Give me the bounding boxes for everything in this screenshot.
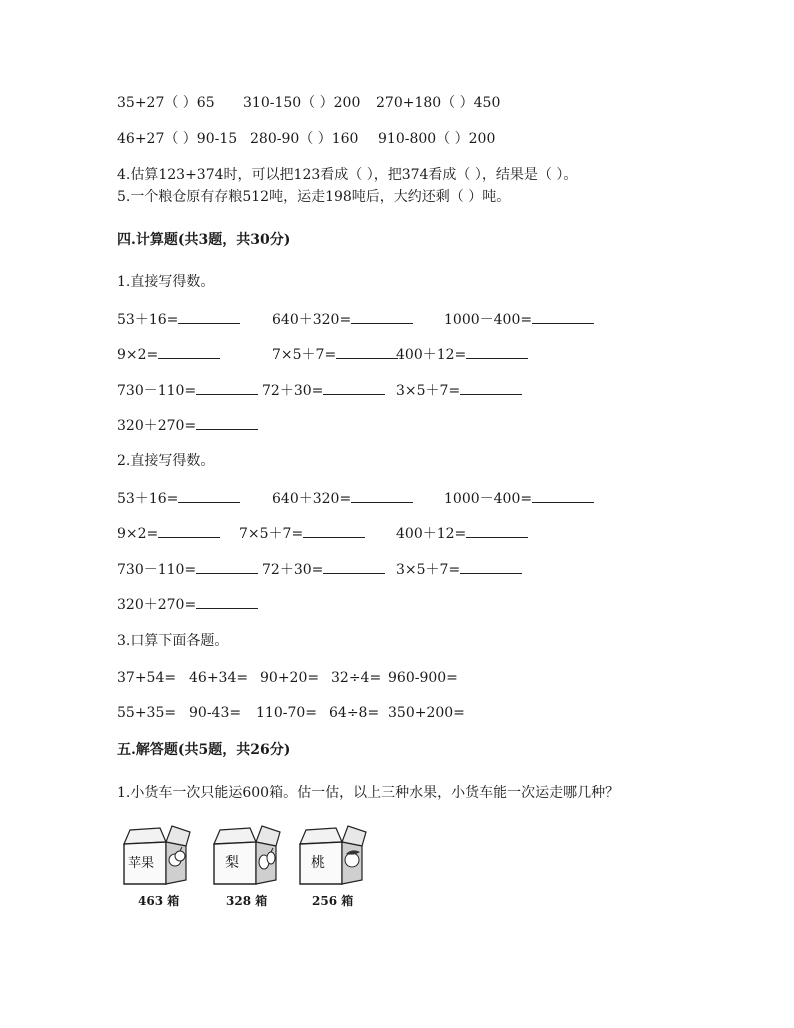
- box-label: 桃: [311, 855, 325, 871]
- answer-blank[interactable]: [532, 490, 594, 503]
- answer-blank[interactable]: [196, 417, 258, 430]
- box-label: 梨: [225, 855, 239, 871]
- box-label: 苹果: [128, 856, 155, 871]
- arith-item: [272, 346, 398, 364]
- fruit-box-apple: [120, 822, 194, 908]
- arith-expr: 1000－400=: [444, 491, 533, 507]
- oral-item: 55+35=: [117, 705, 177, 721]
- oral-item: 90-43=: [189, 705, 242, 721]
- arith-item: [396, 346, 528, 364]
- arith-expr: 9×2=: [117, 347, 159, 363]
- arith-item: [262, 382, 385, 400]
- question-title: 2.直接写得数。: [117, 453, 215, 469]
- oral-item: 37+54=: [117, 670, 177, 686]
- question-title: 1.直接写得数。: [117, 274, 215, 290]
- answer-blank[interactable]: [466, 525, 528, 538]
- arith-expr: 400＋12=: [396, 347, 467, 363]
- arith-expr: 53＋16=: [117, 312, 179, 328]
- arith-item: [117, 561, 258, 579]
- oral-item: 350+200=: [388, 705, 465, 721]
- peach-icon: [345, 850, 360, 867]
- answer-blank[interactable]: [196, 382, 258, 395]
- answer-blank[interactable]: [460, 561, 522, 574]
- answer-blank[interactable]: [323, 561, 385, 574]
- arith-expr: 1000－400=: [444, 312, 533, 328]
- answer-blank[interactable]: [158, 346, 220, 359]
- answer-blank[interactable]: [336, 346, 398, 359]
- arith-item: [272, 311, 413, 329]
- arith-expr: 9×2=: [117, 526, 159, 542]
- arith-item: [117, 596, 258, 614]
- arith-expr: 72＋30=: [262, 383, 324, 399]
- arith-expr: 72＋30=: [262, 562, 324, 578]
- arith-expr: 320＋270=: [117, 418, 197, 434]
- estimate-item: 46+27（ ）90-15: [117, 131, 238, 147]
- oral-item: 46+34=: [189, 670, 249, 686]
- arith-item: [117, 490, 240, 508]
- arith-expr: 640＋320=: [272, 491, 352, 507]
- arith-item: [444, 490, 594, 508]
- arith-item: [117, 382, 258, 400]
- answer-blank[interactable]: [303, 525, 365, 538]
- arith-item: [396, 561, 522, 579]
- oral-item: 110-70=: [256, 705, 317, 721]
- arith-expr: 3×5＋7=: [396, 562, 461, 578]
- oral-item: 32÷4=: [331, 670, 382, 686]
- fruit-box-pear: [210, 822, 284, 908]
- box-icon: [296, 822, 370, 890]
- answer-blank[interactable]: [466, 346, 528, 359]
- answer-blank[interactable]: [178, 311, 240, 324]
- estimate-item: 270+180（ ）450: [376, 95, 501, 111]
- oral-item: 90+20=: [260, 670, 320, 686]
- arith-item: [262, 561, 385, 579]
- answer-blank[interactable]: [351, 311, 413, 324]
- arith-item: [117, 346, 220, 364]
- arith-expr: 730－110=: [117, 562, 197, 578]
- answer-blank[interactable]: [323, 382, 385, 395]
- answer-blank[interactable]: [532, 311, 594, 324]
- box-count: 256 箱: [312, 894, 354, 908]
- answer-blank[interactable]: [196, 596, 258, 609]
- arith-expr: 3×5＋7=: [396, 383, 461, 399]
- box-icon: [210, 822, 284, 890]
- question-1: 1.小货车一次只能运600箱。估一估，以上三种水果，小货车能一次运走哪几种？: [117, 785, 620, 801]
- question-4: 4.估算123+374时，可以把123看成（ ），把374看成（ ），结果是（ ）。: [117, 167, 578, 183]
- arith-item: [239, 525, 365, 543]
- arith-item: [396, 525, 528, 543]
- answer-blank[interactable]: [460, 382, 522, 395]
- question-5: 5.一个粮仓原有存粮512吨，运走198吨后，大约还剩（ ）吨。: [117, 189, 511, 205]
- oral-item: 64÷8=: [329, 705, 380, 721]
- section-title: 四.计算题(共3题，共30分): [117, 232, 291, 248]
- box-count: 328 箱: [226, 894, 268, 908]
- answer-blank[interactable]: [351, 490, 413, 503]
- arith-expr: 640＋320=: [272, 312, 352, 328]
- estimate-item: 280-90（ ）160: [250, 131, 359, 147]
- arith-item: [117, 417, 258, 435]
- box-count: 463 箱: [138, 894, 180, 908]
- arith-expr: 400＋12=: [396, 526, 467, 542]
- estimate-item: 910-800（ ）200: [378, 131, 496, 147]
- fruit-box-peach: [296, 822, 370, 908]
- arith-item: [444, 311, 594, 329]
- arith-expr: 53＋16=: [117, 491, 179, 507]
- answer-blank[interactable]: [196, 561, 258, 574]
- section-title: 五.解答题(共5题，共26分): [117, 742, 291, 758]
- answer-blank[interactable]: [158, 525, 220, 538]
- box-icon: [120, 822, 194, 890]
- arith-item: [117, 525, 220, 543]
- oral-item: 960-900=: [388, 670, 458, 686]
- arith-item: [272, 490, 413, 508]
- arith-expr: 730－110=: [117, 383, 197, 399]
- arith-expr: 7×5＋7=: [239, 526, 304, 542]
- answer-blank[interactable]: [178, 490, 240, 503]
- arith-expr: 320＋270=: [117, 597, 197, 613]
- question-title: 3.口算下面各题。: [117, 633, 229, 649]
- estimate-item: 310-150（ ）200: [243, 95, 361, 111]
- arith-expr: 7×5＋7=: [272, 347, 337, 363]
- arith-item: [117, 311, 240, 329]
- arith-item: [396, 382, 522, 400]
- estimate-item: 35+27（ ）65: [117, 95, 215, 111]
